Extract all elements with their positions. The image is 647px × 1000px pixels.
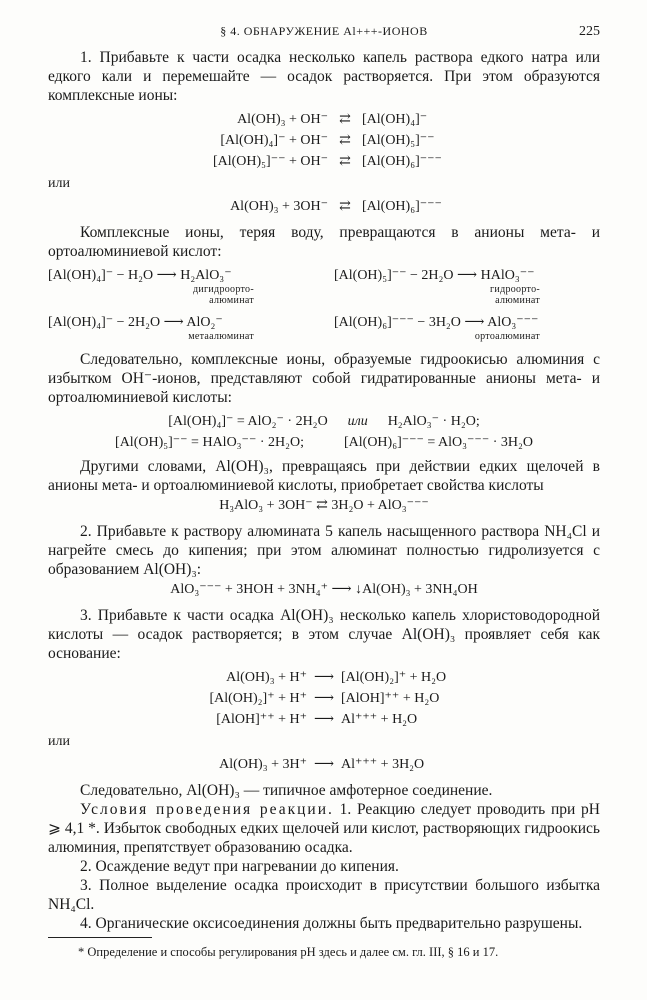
condition-4: 4. Органические оксисоединения должны быть предварительно разрушены. [80,915,583,932]
equation-line: [Al(OH)₄]⁻ + OH⁻ ⇄ [Al(OH)₅]⁻⁻ [220,133,435,148]
equation-line: Al(OH)₃ + OH⁻ ⇄ [Al(OH)₄]⁻ [237,112,428,127]
document-page [48,18,600,960]
equation-label: ортоалюминат [474,331,540,342]
equation-label: гидроорто- алюминат [490,284,540,306]
paragraph-7: Следовательно, Al(OH)₃ — типичное амфотерное соединение. [80,782,493,799]
equation-line: Al(OH)₃ + 3H⁺ ⟶ Al⁺⁺⁺ + 3H₂O [219,757,425,772]
dehydration-equations [48,267,600,342]
conditions-heading: Условия проведения реакции. [80,801,334,818]
equation-block-1 [48,109,600,172]
equation-line: Al(OH)₃ + H⁺ ⟶ [Al(OH)₂]⁺ + H₂O [226,670,447,685]
conditions-paragraph [48,800,600,857]
paragraph-1: 1. Прибавьте к части осадка несколько капель раствора едкого натра или едкого кали и перемешайте — осадок растворяется. При этом образуются комплексные ионы: [48,49,600,104]
equation-line: [Al(OH)₂]⁺ + H⁺ ⟶ [AlOH]⁺⁺ + H₂O [209,691,440,706]
equation: [Al(OH)₆]⁻⁻⁻ − 3H₂O ⟶ AlO₃⁻⁻⁻ [334,315,539,330]
paragraph-6: 3. Прибавьте к части осадка Al(OH)₃ несколько капель хлористоводородной кислоты — осадок растворяется; в этом случае Al(OH)₃ проявляет себя как основание: [48,607,600,662]
equation: AlO₃⁻⁻⁻ + 3HOH + 3NH₄⁺ ⟶ ↓Al(OH)₃ + 3NH₄OH [170,582,478,597]
paragraph-4: Другими словами, Al(OH)₃, превращаясь при действии едких щелочей в анионы мета- и ортоалюминиевой кислоты, приобретает свойства кислоты [48,458,600,494]
footnote: * Определение и способы регулирования pH здесь и далее см. гл. III, § 16 и 17. [78,945,499,959]
equation-line: [Al(OH)₅]⁻⁻ + OH⁻ ⇄ [Al(OH)₆]⁻⁻⁻ [212,154,442,169]
equation-block-2 [48,667,600,730]
condition-3: 3. Полное выделение осадка происходит в присутствии большого избытка NH₄Cl. [48,877,600,913]
dehydration-item [48,267,314,306]
equation: H₂AlO₃⁻ · H₂O; [387,414,480,429]
equation: H₃AlO₃ + 3OH⁻ ⇄ 3H₂O + AlO₃⁻⁻⁻ [219,498,429,513]
hydrated-anions [48,411,600,453]
footnote-divider [48,937,152,938]
condition-2: 2. Осаждение ведут при нагревании до кипения. [80,858,399,875]
page-header [48,18,600,40]
dehydration-item [334,314,600,342]
paragraph-3: Следовательно, комплексные ионы, образуемые гидроокисью алюминия с избытком OH⁻-ионов, представляют собой гидратированные анионы мета- и ортоалюминиевой кислоты: [48,351,600,406]
dehydration-item [48,314,314,342]
or-label: или [48,176,70,191]
equation-line: [AlOH]⁺⁺ + H⁺ ⟶ Al⁺⁺⁺ + H₂O [216,712,418,727]
page-number: 225 [579,24,600,39]
condition-1: 1. Реакцию следует проводить при pH ⩾ 4,1 *. Избыток свободных едких щелочей или кислот, растворяющих гидроокись алюминия, препятствует образованию осадка. [48,801,600,856]
equation: [Al(OH)₄]⁻ − 2H₂O ⟶ AlO₂⁻ [48,315,223,330]
dehydration-item [334,267,600,306]
running-title: § 4. ОБНАРУЖЕНИЕ Al+++-ИОНОВ [220,24,428,38]
equation-line: Al(OH)₃ + 3OH⁻ ⇄ [Al(OH)₆]⁻⁻⁻ [230,199,442,214]
or-label: или [347,414,368,429]
or-label: или [48,734,70,749]
equation: [Al(OH)₄]⁻ = AlO₂⁻ · 2H₂O [168,414,328,429]
paragraph-2: Комплексные ионы, теряя воду, превращаются в анионы мета- и ортоалюминиевой кислот: [48,224,600,260]
paragraph-5: 2. Прибавьте к раствору алюмината 5 капель насыщенного раствора NH₄Cl и нагрейте смесь до кипения; при этом алюминат полностью гидролизуется с образованием Al(OH)₃: [48,523,600,578]
equation: [Al(OH)₄]⁻ − H₂O ⟶ H₂AlO₃⁻ [48,268,232,283]
equation-label: дигидроорто- алюминат [192,284,254,306]
equation: [Al(OH)₅]⁻⁻ = HAlO₃⁻⁻ · 2H₂O; [115,435,304,450]
equation: [Al(OH)₅]⁻⁻ − 2H₂O ⟶ HAlO₃⁻⁻ [334,268,535,283]
equation: [Al(OH)₆]⁻⁻⁻ = AlO₃⁻⁻⁻ · 3H₂O [344,435,533,450]
equation-label: метаалюминат [188,331,254,342]
